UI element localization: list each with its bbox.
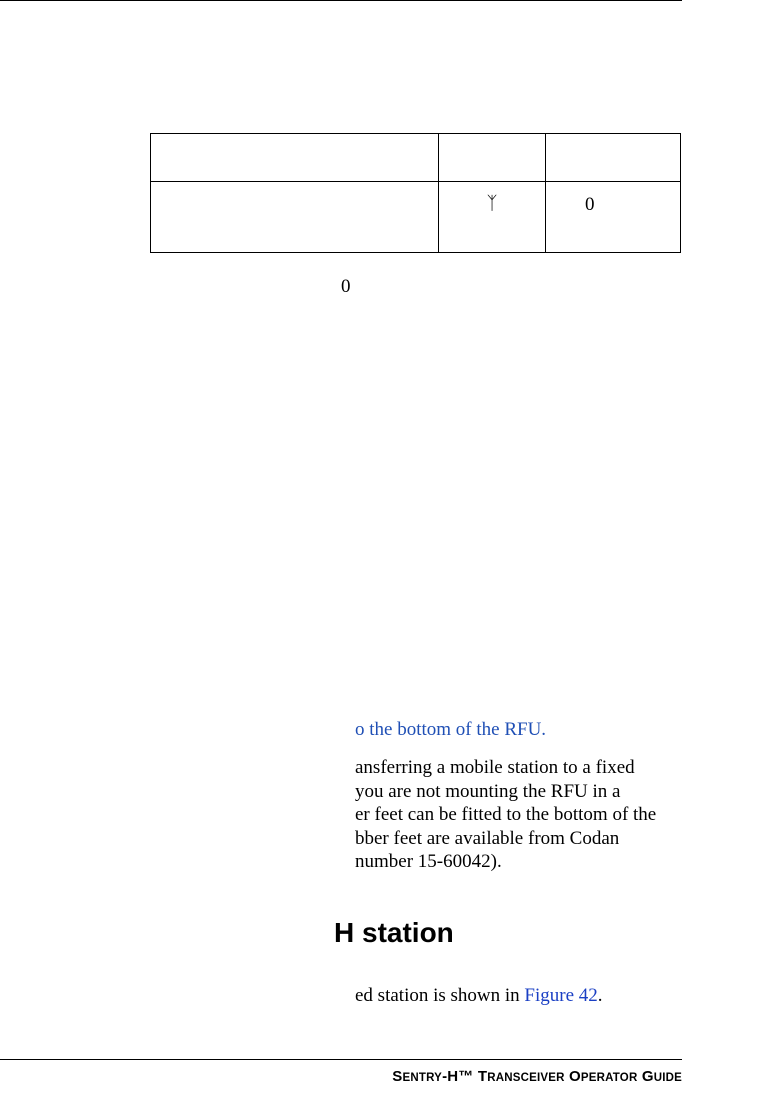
footer-part: S	[392, 1068, 403, 1085]
table-cell	[546, 182, 681, 253]
note-text: o the bottom of the RFU.	[355, 719, 547, 740]
rune-symbol-icon: ᛉ	[486, 193, 498, 214]
table-cell	[151, 182, 439, 253]
footer-part: UIDE	[653, 1072, 682, 1084]
footer-part: PERATOR	[580, 1072, 638, 1084]
bottom-rule	[0, 1059, 682, 1060]
footer-part: ENTRY	[402, 1072, 443, 1084]
table-header-cell	[546, 134, 681, 182]
table-cell-text	[151, 182, 438, 194]
footer-title	[392, 1068, 682, 1085]
top-rule	[0, 0, 682, 1]
footer-part: O	[564, 1068, 581, 1085]
footer-part: G	[637, 1068, 654, 1085]
paragraph-line: bber feet are available from Codan	[355, 827, 620, 849]
table-header-cell	[439, 134, 546, 182]
figure-reference-paragraph	[355, 984, 603, 1008]
footer-part: RANSCEIVER	[487, 1072, 565, 1084]
table-cell-text: 0	[585, 194, 595, 215]
paragraph-line: number 15-60042).	[355, 851, 502, 872]
paragraph-tail: .	[597, 985, 603, 1006]
figure-link[interactable]: Figure 42	[524, 985, 598, 1006]
paragraph-line: er feet can be fitted to the bottom of the	[355, 804, 657, 825]
table-row	[151, 182, 681, 253]
section-heading: H station	[334, 917, 454, 948]
paragraph-line: you are not mounting the RFU in a	[355, 780, 621, 802]
note-line	[355, 718, 546, 742]
table-header-row	[151, 134, 681, 182]
footer-part: -H™ T	[442, 1068, 488, 1085]
body-paragraph	[355, 756, 656, 874]
stray-digit: 0	[341, 276, 351, 297]
table-cell	[439, 182, 546, 253]
paragraph-text: ed station is shown in	[355, 985, 525, 1006]
table-header-cell	[151, 134, 439, 182]
paragraph-line: ansferring a mobile station to a fixed	[355, 757, 635, 778]
spec-table	[150, 133, 681, 253]
